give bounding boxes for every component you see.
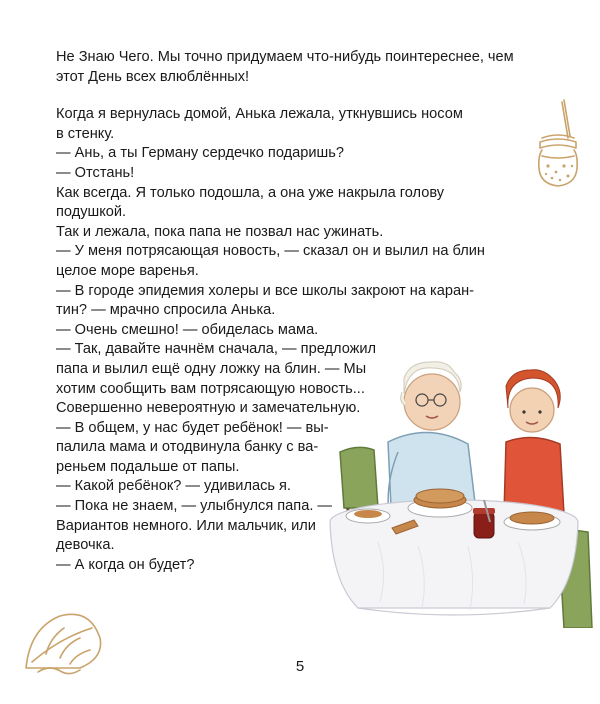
text-line: подушкой. — [56, 204, 127, 221]
text-line: — Очень смешно! — обиделась мама. — [56, 321, 319, 338]
text-line: девочка. — [56, 537, 115, 554]
family-dinner-illustration — [318, 332, 600, 628]
text-line: — Так, давайте начнём сначала, — предложил — [56, 341, 377, 358]
text-line: — Какой ребёнок? — удивилась я. — [56, 478, 291, 495]
text-line: Когда я вернулась домой, Анька лежала, уткнувшись носом — [56, 106, 463, 123]
text-line: Не Знаю Чего. Мы точно придумаем что-нибудь поинтереснее, чем — [56, 49, 514, 65]
text-line: в стенку. — [56, 125, 115, 142]
paragraph-gap — [56, 87, 534, 105]
text-line: Вариантов немного. Или мальчик, или — [56, 517, 316, 534]
text-line: — Ань, а ты Герману сердечко подаришь? — [56, 145, 344, 162]
text-line: — В городе эпидемия холеры и все школы закроют на каран- — [56, 282, 475, 299]
text-line: — В общем, у нас будет ребёнок! — вы- — [56, 419, 329, 436]
text-line: Совершенно невероятную и замечательную. — [56, 400, 361, 417]
text-line: — Отстань! — [56, 164, 135, 181]
text-line: — А когда он будет? — [56, 556, 195, 573]
page-number: 5 — [295, 658, 305, 675]
text-line: тин? — мрачно спросила Анька. — [56, 302, 276, 319]
text-line: реньем подальше от папы. — [56, 458, 240, 475]
text-line: папа и вылил ещё одну ложку на блин. — Мы — [56, 360, 367, 377]
text-line: — У меня потрясающая новость, — сказал он и вылил на блин — [56, 243, 485, 260]
text-line: этот День всех влюблённых! — [56, 68, 250, 85]
text-line: хотим сообщить вам потрясающую новость... — [56, 380, 365, 397]
text-line: палила мама и отодвинула банку с ва- — [56, 439, 319, 456]
girl-figure — [504, 370, 564, 514]
text-line: целое море варенья. — [56, 262, 199, 279]
text-line: Так и лежала, пока папа не позвал нас ужинать. — [56, 223, 384, 240]
jam-jar-doodle-icon — [534, 96, 582, 192]
text-line: Как всегда. Я только подошла, а она уже накрыла голову — [56, 184, 445, 201]
text-line: — Пока не знаем, — улыбнулся папа. — — [56, 498, 333, 515]
